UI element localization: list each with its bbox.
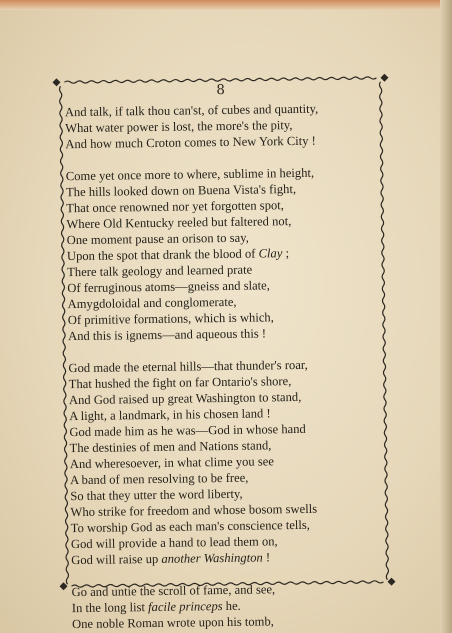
poem-line: God made the eternal hills—that thunder's roar,	[68, 357, 308, 376]
ornamental-frame	[52, 70, 395, 632]
page-number: 8	[216, 81, 226, 99]
page-top-edge	[0, 0, 452, 10]
poem-line: One moment pause an orison to say,	[66, 230, 249, 248]
poem-line: That hushed the fight on far Ontario's shore,	[68, 374, 292, 392]
poem-line: And how much Croton comes to New York City !	[65, 133, 316, 152]
stanza-1	[65, 100, 384, 152]
poem-line: And wheresoever, in what clime you see	[69, 454, 274, 472]
poem-line: And this is ignems—and aqueous this !	[67, 326, 267, 344]
poem-line: And God raised up great Washington to stand,	[68, 389, 302, 408]
poem-line: A light, a landmark, in his chosen land !	[69, 406, 271, 424]
poem-line: Who strike for freedom and whose bosom swells	[70, 501, 318, 520]
poem-line: Of primitive formations, which is which,	[67, 310, 274, 328]
poem-line: Go and untie the scroll of fame, and see,	[71, 582, 276, 600]
poem-line: God made him as he was—God in whose hand	[69, 421, 306, 440]
poem-line: God will raise up another Washington !	[71, 550, 271, 568]
poem-line: Amygdoloidal and conglomerate,	[67, 294, 237, 312]
poem-line: The destinies of men and Nations stand,	[69, 438, 272, 456]
poem-line: Upon the spot that drank the blood of Clay ;	[66, 246, 290, 264]
poem-line: That once renowned nor yet forgotten spot,	[66, 198, 284, 216]
stanza-4	[72, 580, 391, 632]
stanza-2	[66, 164, 386, 344]
poem-line: To worship God as each man's conscience tells,	[70, 517, 311, 536]
poem-line: There talk geology and learned prate	[67, 262, 253, 280]
page-right-edge	[440, 0, 452, 633]
poem-line: A band of men resolving to be free,	[69, 470, 249, 488]
stanza-3	[68, 356, 389, 568]
poem-text	[65, 100, 390, 632]
poem-line: Where Old Kentucky reeled but faltered not,	[66, 214, 292, 232]
poem-line: And talk, if talk thou can'st, of cubes and quantity,	[64, 101, 319, 120]
poem-line: One noble Roman wrote upon his tomb,	[71, 614, 274, 632]
poem-line: Come yet once more to where, sublime in height,	[65, 165, 315, 184]
poem-line: The hills looked down on Buena Vista's fight,	[65, 181, 297, 200]
poem-line: So that they utter the word liberty,	[70, 486, 243, 504]
poem-line: Of ferruginous atoms—gneiss and slate,	[67, 278, 270, 296]
poem-line: God will provide a hand to lead them on,	[70, 534, 278, 552]
poem-line: What water power is lost, the more's the pity,	[65, 118, 293, 136]
poem-line: In the long list facile princeps he.	[71, 598, 241, 616]
